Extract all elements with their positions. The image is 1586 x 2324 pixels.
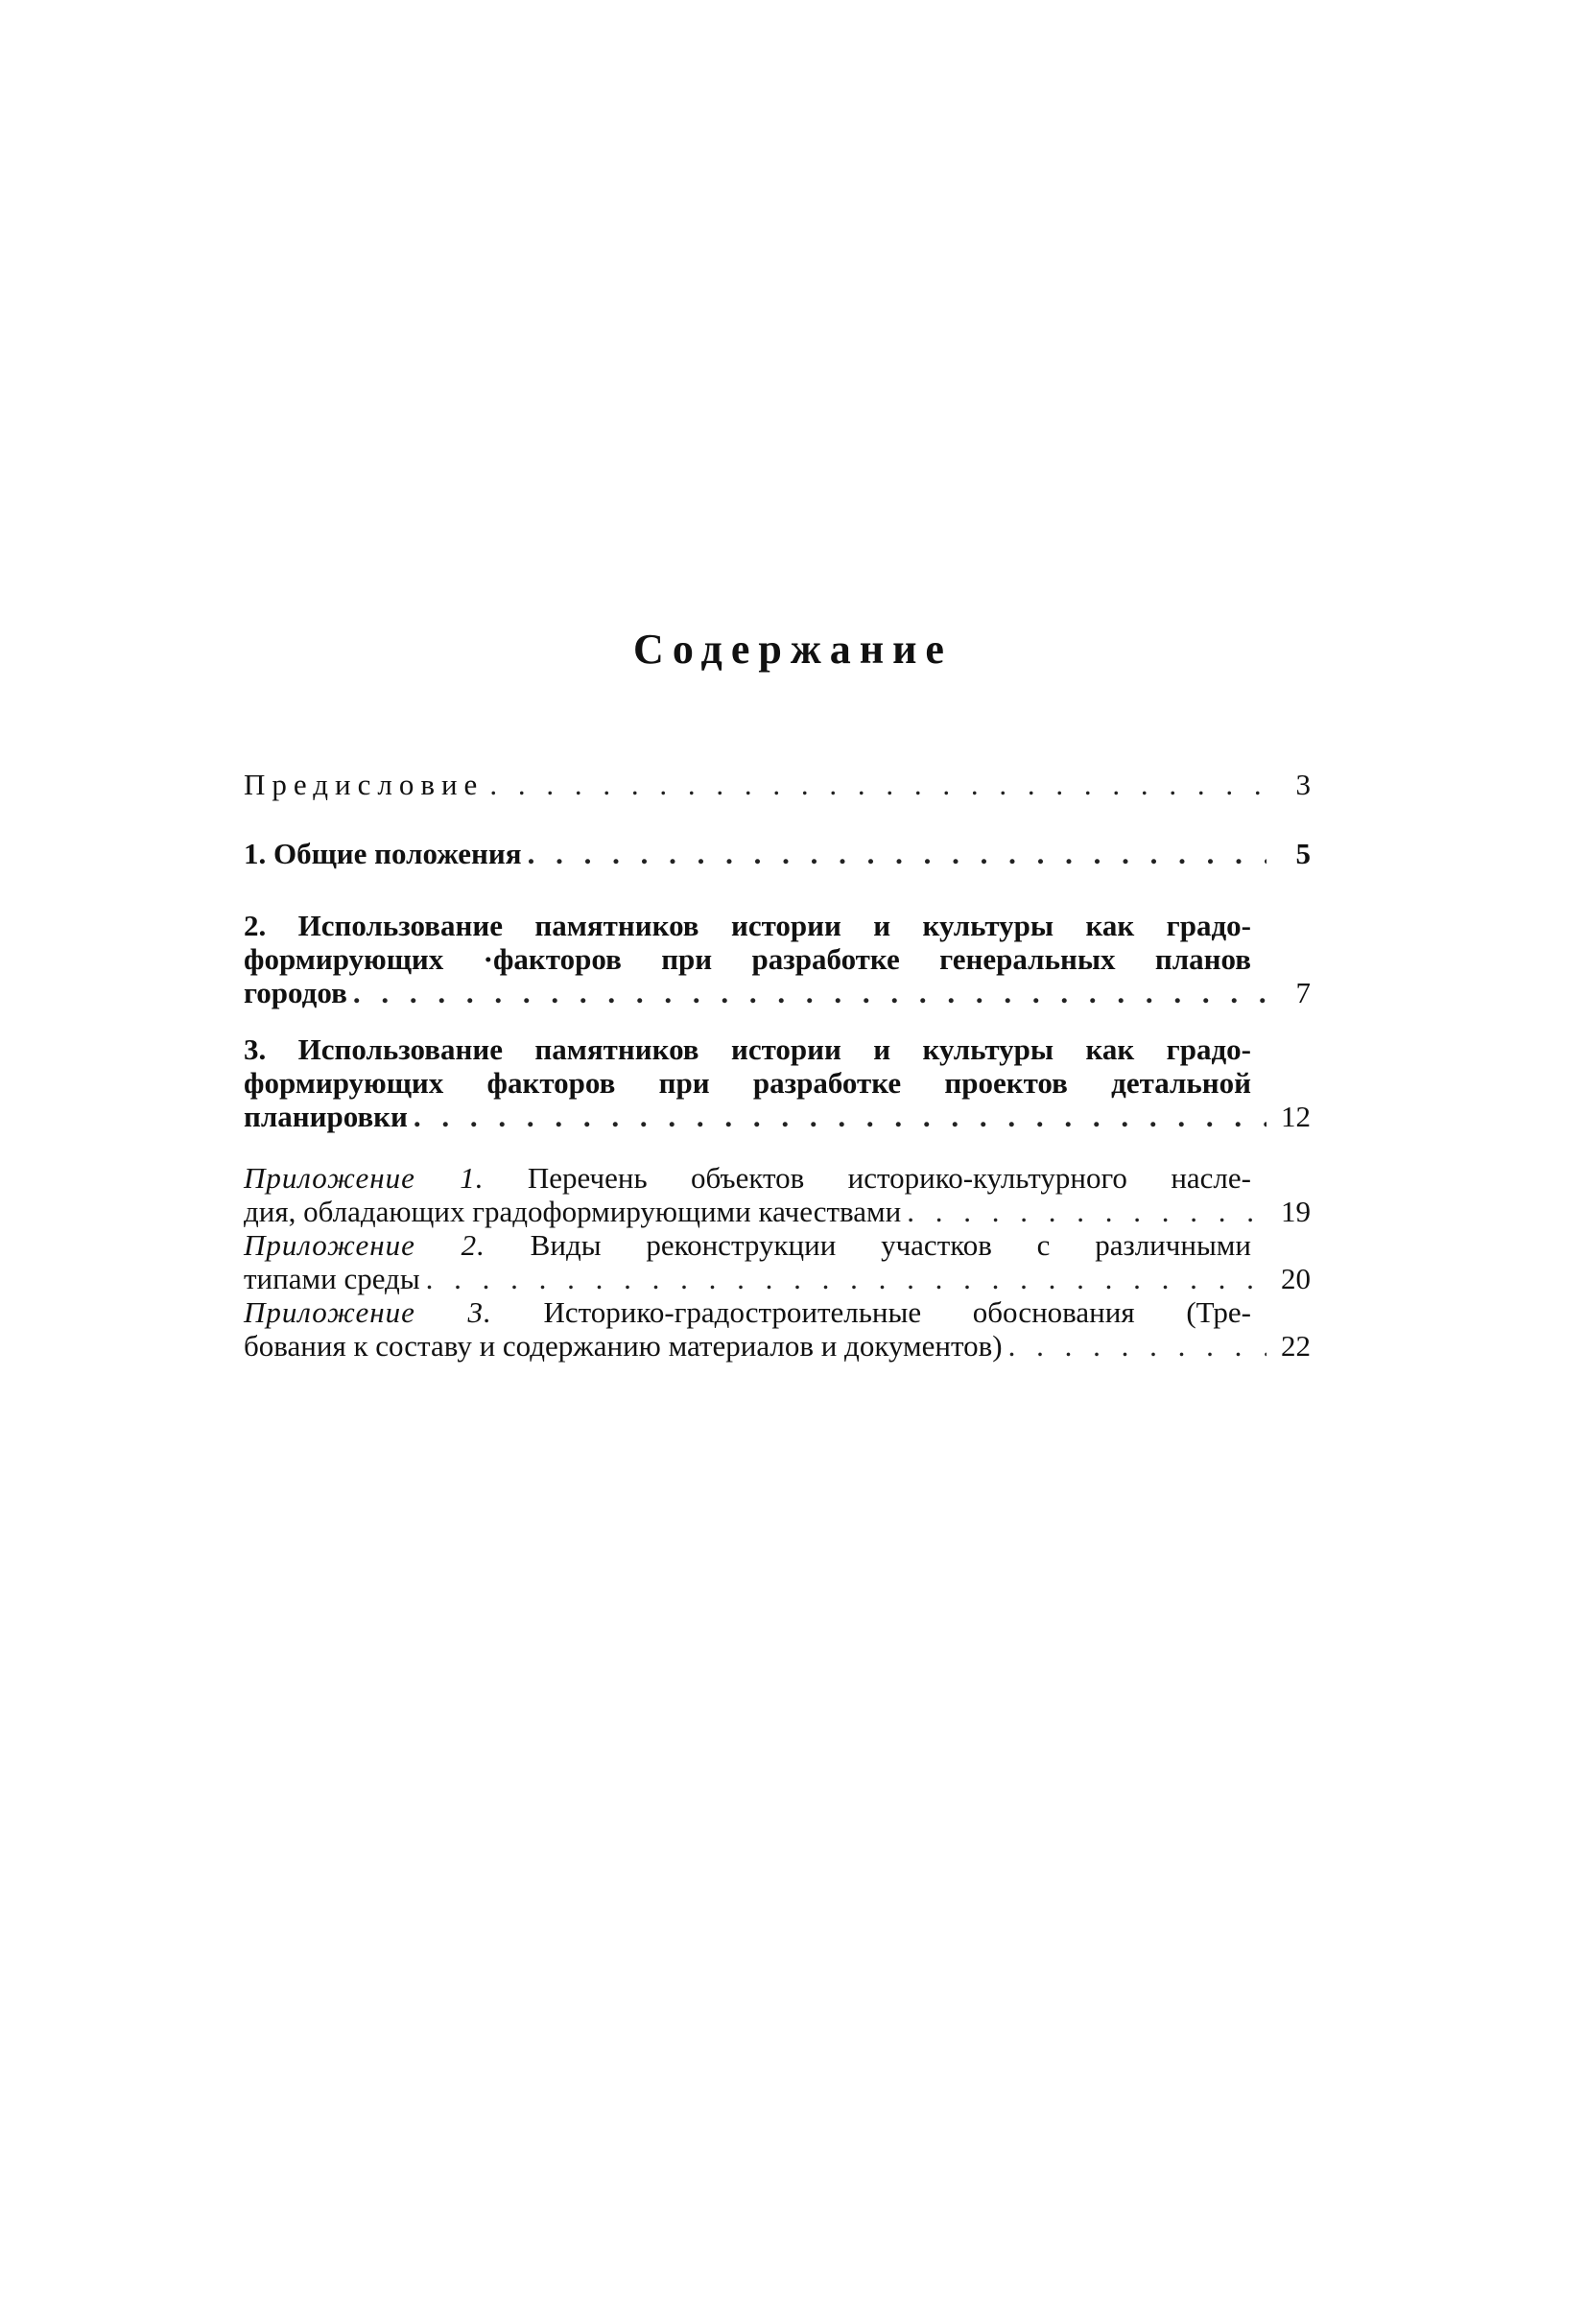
page-title: Содержание xyxy=(633,626,953,673)
toc-appendix-1-line-1 xyxy=(244,1161,1251,1195)
toc-page-section-3: 12 xyxy=(1281,1100,1311,1133)
leader-dots xyxy=(907,1195,1266,1228)
leader-dots xyxy=(414,1100,1266,1133)
toc-label-section-3-line-3: планировки xyxy=(244,1100,408,1133)
toc-appendix-3-text-1: Историко-градостроительные обоснования (Тре- xyxy=(491,1295,1251,1329)
toc-appendix-1-text-1: Перечень объектов историко-культурного насле- xyxy=(484,1161,1251,1195)
toc-page-appendix-3: 22 xyxy=(1281,1329,1311,1363)
toc-appendix-1-prefix: Приложение 1. xyxy=(244,1161,485,1195)
leader-dots xyxy=(528,837,1266,870)
toc-entry-appendix-1[interactable] xyxy=(244,1161,1311,1228)
leader-dots xyxy=(1008,1329,1266,1363)
toc-label-section-3-line-1: 3. Использование памятников истории и культуры как градо- xyxy=(244,1032,1251,1066)
toc-entry-appendix-3[interactable] xyxy=(244,1295,1311,1363)
leader-dots xyxy=(353,976,1266,1009)
leader-dots xyxy=(489,768,1266,801)
toc-label-section-3-line-2: формирующих факторов при разработке проектов детальной xyxy=(244,1066,1251,1100)
toc-label-section-2-line-3: городов xyxy=(244,976,347,1009)
toc-entry-section-2[interactable] xyxy=(244,909,1311,1009)
toc-label-section-2-line-2: формирующих ·факторов при разработке генеральных планов xyxy=(244,942,1251,976)
toc-appendix-2-text-2: типами среды xyxy=(244,1262,420,1295)
toc-appendix-3-prefix: Приложение 3. xyxy=(244,1295,492,1329)
toc-label-section-1: 1. Общие положения xyxy=(244,837,522,870)
toc-entry-appendix-2[interactable] xyxy=(244,1228,1311,1295)
toc-entry-preface[interactable] xyxy=(244,768,1311,801)
toc-label-preface: Предисловие xyxy=(244,768,485,801)
toc-label-section-2-line-1: 2. Использование памятников истории и культуры как градо- xyxy=(244,909,1251,942)
toc-page-preface: 3 xyxy=(1295,768,1311,801)
toc-page-appendix-2: 20 xyxy=(1281,1262,1311,1295)
toc-page-section-1: 5 xyxy=(1295,837,1311,870)
toc-appendix-2-line-1 xyxy=(244,1228,1251,1262)
toc-page-section-2: 7 xyxy=(1295,976,1311,1009)
leader-dots xyxy=(426,1262,1266,1295)
toc-entry-section-1[interactable] xyxy=(244,837,1311,870)
toc-appendix-3-text-2: бования к составу и содержанию материалов и документов) xyxy=(244,1329,1003,1363)
toc-appendix-2-text-1: Виды реконструкции участков с различными xyxy=(485,1228,1251,1262)
toc-appendix-3-line-1 xyxy=(244,1295,1251,1329)
toc-entry-section-3[interactable] xyxy=(244,1032,1311,1133)
toc-appendix-1-text-2: дия, обладающих градоформирующими качествами xyxy=(244,1195,902,1228)
toc-appendix-2-prefix: Приложение 2. xyxy=(244,1228,485,1262)
toc-page-appendix-1: 19 xyxy=(1281,1195,1311,1228)
